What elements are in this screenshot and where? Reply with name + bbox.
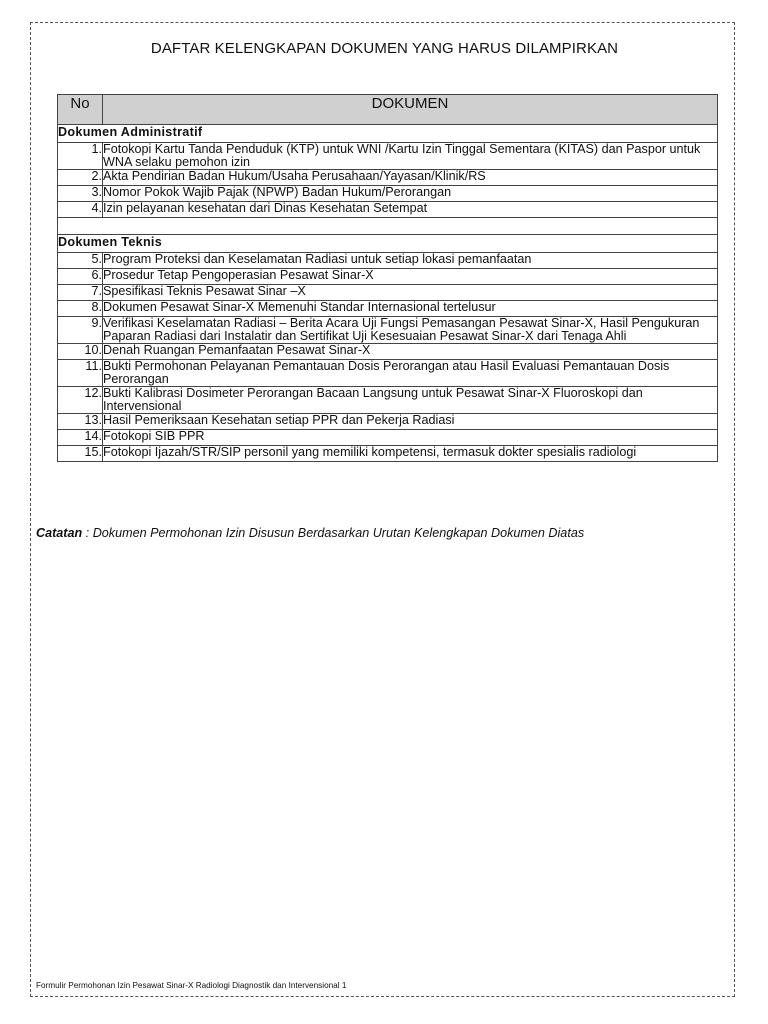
row-document: Bukti Kalibrasi Dosimeter Perorangan Bacaan Langsung untuk Pesawat Sinar-X Fluoroskopi dan Intervensional	[103, 387, 718, 414]
row-number: 13.	[58, 414, 103, 430]
section-title: Dokumen Administratif	[58, 125, 718, 143]
section-title: Dokumen Teknis	[58, 235, 718, 253]
row-document: Bukti Permohonan Pelayanan Pemantauan Dosis Perorangan atau Hasil Evaluasi Pemantauan Dosis Perorangan	[103, 360, 718, 387]
row-document: Spesifikasi Teknis Pesawat Sinar –X	[103, 285, 718, 301]
document-title: DAFTAR KELENGKAPAN DOKUMEN YANG HARUS DILAMPIRKAN	[150, 40, 619, 57]
row-number: 2.	[58, 170, 103, 186]
row-number: 14.	[58, 430, 103, 446]
document-checklist-table	[57, 94, 718, 462]
table-row	[58, 317, 718, 344]
row-document: Izin pelayanan kesehatan dari Dinas Kesehatan Setempat	[103, 202, 718, 218]
row-number: 1.	[58, 143, 103, 170]
header-no: No	[58, 95, 103, 125]
table-row	[58, 253, 718, 269]
row-number: 10.	[58, 344, 103, 360]
row-document: Dokumen Pesawat Sinar-X Memenuhi Standar Internasional tertelusur	[103, 301, 718, 317]
row-document: Verifikasi Keselamatan Radiasi – Berita Acara Uji Fungsi Pemasangan Pesawat Sinar-X, Hasil Pengukuran Paparan Radiasi dari Instalatir dan Sertifikat Uji Kesesuaian Pesawat Sinar-X dari Tenaga Ahli	[103, 317, 718, 344]
table-row	[58, 387, 718, 414]
spacer-cell	[58, 218, 718, 235]
table-row	[58, 344, 718, 360]
row-document: Fotokopi Ijazah/STR/SIP personil yang memiliki kompetensi, termasuk dokter spesialis radiologi	[103, 446, 718, 462]
row-number: 8.	[58, 301, 103, 317]
table-row	[58, 360, 718, 387]
row-document: Prosedur Tetap Pengoperasian Pesawat Sinar-X	[103, 269, 718, 285]
table-row	[58, 186, 718, 202]
row-number: 7.	[58, 285, 103, 301]
row-document: Fotokopi Kartu Tanda Penduduk (KTP) untuk WNI /Kartu Izin Tinggal Sementara (KITAS) dan Paspor untuk WNA selaku pemohon izin	[103, 143, 718, 170]
note-text: Dokumen Permohonan Izin Disusun Berdasarkan Urutan Kelengkapan Dokumen Diatas	[92, 526, 585, 540]
row-document: Nomor Pokok Wajib Pajak (NPWP) Badan Hukum/Perorangan	[103, 186, 718, 202]
section-row	[58, 125, 718, 143]
table-row	[58, 202, 718, 218]
row-number: 5.	[58, 253, 103, 269]
header-document: DOKUMEN	[103, 95, 718, 125]
row-number: 4.	[58, 202, 103, 218]
table-row	[58, 414, 718, 430]
table-row	[58, 170, 718, 186]
page-footer: Formulir Permohonan Izin Pesawat Sinar-X Radiologi Diagnostik dan Intervensional 1	[36, 981, 347, 990]
note-separator: :	[82, 526, 93, 540]
table-row	[58, 269, 718, 285]
row-document: Hasil Pemeriksaan Kesehatan setiap PPR dan Pekerja Radiasi	[103, 414, 718, 430]
row-number: 12.	[58, 387, 103, 414]
table-header-row	[58, 95, 718, 125]
row-document: Denah Ruangan Pemanfaatan Pesawat Sinar-X	[103, 344, 718, 360]
row-document: Program Proteksi dan Keselamatan Radiasi untuk setiap lokasi pemanfaatan	[103, 253, 718, 269]
row-number: 9.	[58, 317, 103, 344]
table-row	[58, 446, 718, 462]
table-row	[58, 430, 718, 446]
table-row	[58, 285, 718, 301]
note-label: Catatan	[36, 526, 83, 540]
spacer-row	[58, 218, 718, 235]
row-number: 15.	[58, 446, 103, 462]
row-document: Fotokopi SIB PPR	[103, 430, 718, 446]
row-document: Akta Pendirian Badan Hukum/Usaha Perusahaan/Yayasan/Klinik/RS	[103, 170, 718, 186]
row-number: 11.	[58, 360, 103, 387]
table-body	[58, 125, 718, 462]
note	[36, 526, 584, 540]
section-row	[58, 235, 718, 253]
table-row	[58, 143, 718, 170]
table-row	[58, 301, 718, 317]
row-number: 3.	[58, 186, 103, 202]
row-number: 6.	[58, 269, 103, 285]
